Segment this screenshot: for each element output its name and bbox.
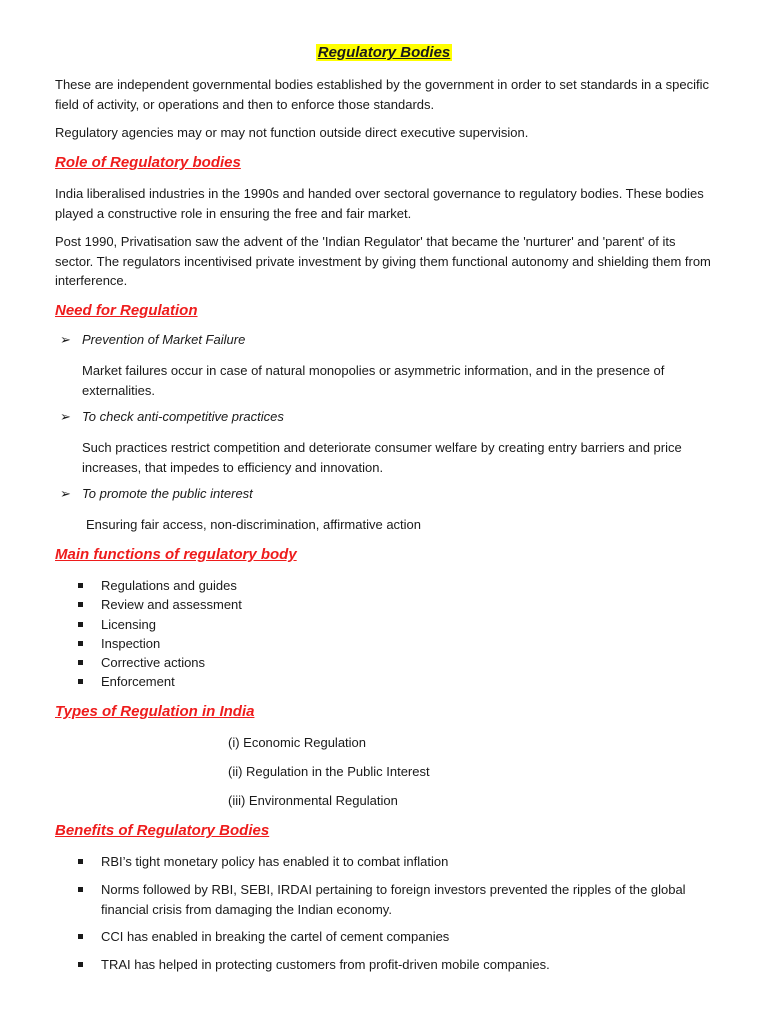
need-item-1-text: Market failures occur in case of natural monopolies or asymmetric information, and in the presence of externalities. bbox=[82, 363, 665, 398]
benefit-text: Norms followed by RBI, SEBI, IRDAI pertaining to foreign investors prevented the ripples of the global financial crisis from damaging the Indian economy. bbox=[101, 882, 686, 917]
square-bullet-icon bbox=[78, 887, 83, 892]
role-heading: Role of Regulatory bodies bbox=[55, 154, 241, 171]
square-bullet-icon bbox=[78, 934, 83, 939]
role-paragraph-1: India liberalised industries in the 1990s and handed over sectoral governance to regulatory bodies. These bodies played a constructive role in ensuring the free and fair market. bbox=[55, 186, 704, 221]
need-item-3-title bbox=[60, 486, 253, 502]
list-item: (iii) Environmental Regulation bbox=[228, 793, 398, 808]
list-item: Inspection bbox=[78, 634, 242, 653]
benefit-item-3 bbox=[78, 927, 708, 947]
need-heading: Need for Regulation bbox=[55, 302, 198, 319]
types-heading: Types of Regulation in India bbox=[55, 703, 255, 720]
need-item-title: Prevention of Market Failure bbox=[82, 332, 246, 347]
arrow-bullet-icon: ➢ bbox=[60, 486, 71, 501]
benefit-item-4 bbox=[78, 955, 708, 975]
list-item: Corrective actions bbox=[78, 653, 242, 672]
need-item-3-text: Ensuring fair access, non-discrimination, affirmative action bbox=[86, 517, 422, 532]
list-item: Regulations and guides bbox=[78, 576, 242, 595]
list-item: Review and assessment bbox=[78, 595, 242, 614]
benefit-item-1 bbox=[78, 852, 708, 872]
benefit-text: TRAI has helped in protecting customers from profit-driven mobile companies. bbox=[101, 957, 550, 972]
benefit-item-2 bbox=[78, 880, 708, 919]
need-item-1-title bbox=[60, 332, 245, 348]
intro-paragraph-2: Regulatory agencies may or may not function outside direct executive supervision. bbox=[55, 125, 529, 140]
role-paragraph-2: Post 1990, Privatisation saw the advent of the 'Indian Regulator' that became the 'nurturer' and 'parent' of its sector. The regulators incentivised private investment by giving them functional autonomy and shielding them from interference. bbox=[55, 234, 711, 288]
benefits-heading: Benefits of Regulatory Bodies bbox=[55, 822, 270, 839]
types-list bbox=[228, 733, 430, 820]
list-item: Enforcement bbox=[78, 672, 242, 691]
arrow-bullet-icon: ➢ bbox=[60, 332, 71, 347]
functions-list bbox=[78, 576, 242, 692]
list-item: Licensing bbox=[78, 615, 242, 634]
document-title bbox=[0, 44, 768, 61]
benefit-text: RBI’s tight monetary policy has enabled it to combat inflation bbox=[101, 854, 449, 869]
functions-heading: Main functions of regulatory body bbox=[55, 546, 297, 563]
title-text: Regulatory Bodies bbox=[317, 44, 451, 61]
arrow-bullet-icon: ➢ bbox=[60, 409, 71, 424]
square-bullet-icon bbox=[78, 859, 83, 864]
need-item-title: To promote the public interest bbox=[82, 486, 253, 501]
list-item: (ii) Regulation in the Public Interest bbox=[228, 764, 430, 779]
square-bullet-icon bbox=[78, 962, 83, 967]
list-item: (i) Economic Regulation bbox=[228, 735, 367, 750]
need-item-2-text: Such practices restrict competition and deteriorate consumer welfare by creating entry barriers and price increases, that impedes to efficiency and innovation. bbox=[82, 440, 682, 475]
benefit-text: CCI has enabled in breaking the cartel of cement companies bbox=[101, 929, 450, 944]
intro-paragraph-1: These are independent governmental bodies established by the government in order to set standards in a specific field of activity, or operations and then to enforce those standards. bbox=[55, 77, 710, 112]
need-item-title: To check anti-competitive practices bbox=[82, 409, 284, 424]
need-item-2-title bbox=[60, 409, 284, 425]
